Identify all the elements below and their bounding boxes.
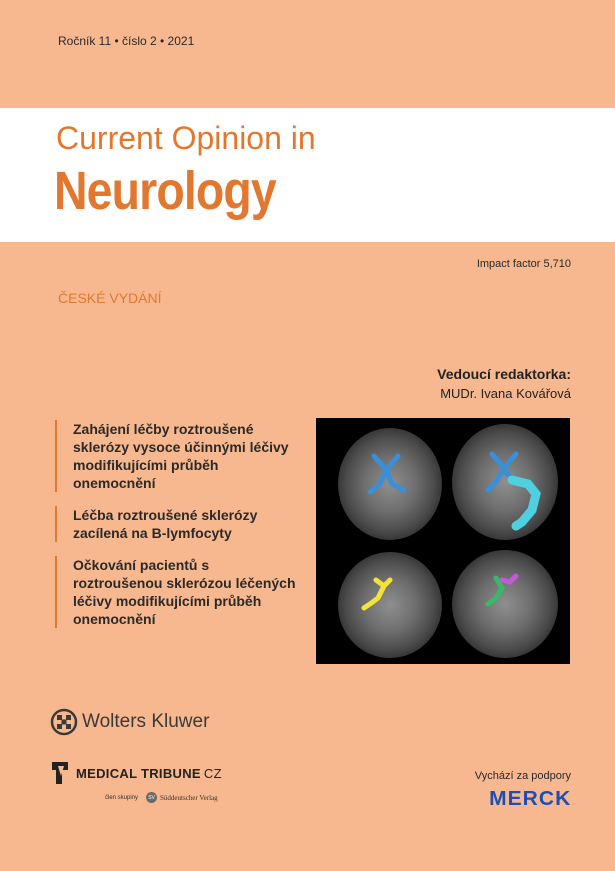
tract-blue-top-right bbox=[488, 454, 516, 490]
group-membership bbox=[105, 792, 218, 803]
wolters-kluwer-text: Wolters Kluwer bbox=[82, 711, 210, 732]
journal-title-line2: Neurology bbox=[54, 161, 276, 221]
impact-factor: Impact factor 5,710 bbox=[476, 258, 571, 270]
tract-overlay bbox=[316, 418, 570, 664]
tract-purple-bottom-right bbox=[502, 576, 516, 582]
tract-blue-top-left bbox=[370, 456, 404, 492]
editor-name: MUDr. Ivana Kovářová bbox=[440, 386, 571, 401]
tract-cyan-top-right bbox=[512, 480, 536, 526]
medical-tribune-text: MEDICAL TRIBUNE CZ bbox=[76, 765, 222, 781]
medical-tribune-icon bbox=[50, 760, 70, 786]
brain-mri-image bbox=[316, 418, 570, 664]
issue-info: Ročník 11 • číslo 2 • 2021 bbox=[58, 34, 195, 48]
wolters-kluwer-icon bbox=[50, 708, 78, 736]
editor-label: Vedoucí redaktorka: bbox=[437, 366, 571, 382]
merck-logo: MERCK bbox=[488, 788, 571, 810]
article-list bbox=[55, 420, 300, 642]
article-item: Léčba roztroušené sklerózy zacílená na B-lymfocyty bbox=[55, 506, 300, 542]
support-label: Vychází za podpory bbox=[474, 770, 571, 782]
sv-badge-icon: SV bbox=[146, 792, 157, 803]
wolters-kluwer-logo bbox=[50, 708, 209, 736]
tract-yellow-bottom-left bbox=[364, 580, 390, 608]
sv-name: Süddeutscher Verlag bbox=[160, 793, 218, 802]
edition-label: ČESKÉ VYDÁNÍ bbox=[58, 290, 162, 306]
group-label: člen skupiny bbox=[105, 794, 139, 801]
journal-title-line1: Current Opinion in bbox=[56, 120, 316, 156]
article-item: Zahájení léčby roztroušené sklerózy vysoce účinnými léčivy modifikujícími průběh onemocnění bbox=[55, 420, 300, 492]
tract-green-bottom-right bbox=[488, 578, 502, 604]
article-item: Očkování pacientů s roztroušenou sklerózou léčených léčivy modifikujícími průběh onemocnění bbox=[55, 556, 300, 628]
medical-tribune-logo bbox=[50, 760, 222, 786]
